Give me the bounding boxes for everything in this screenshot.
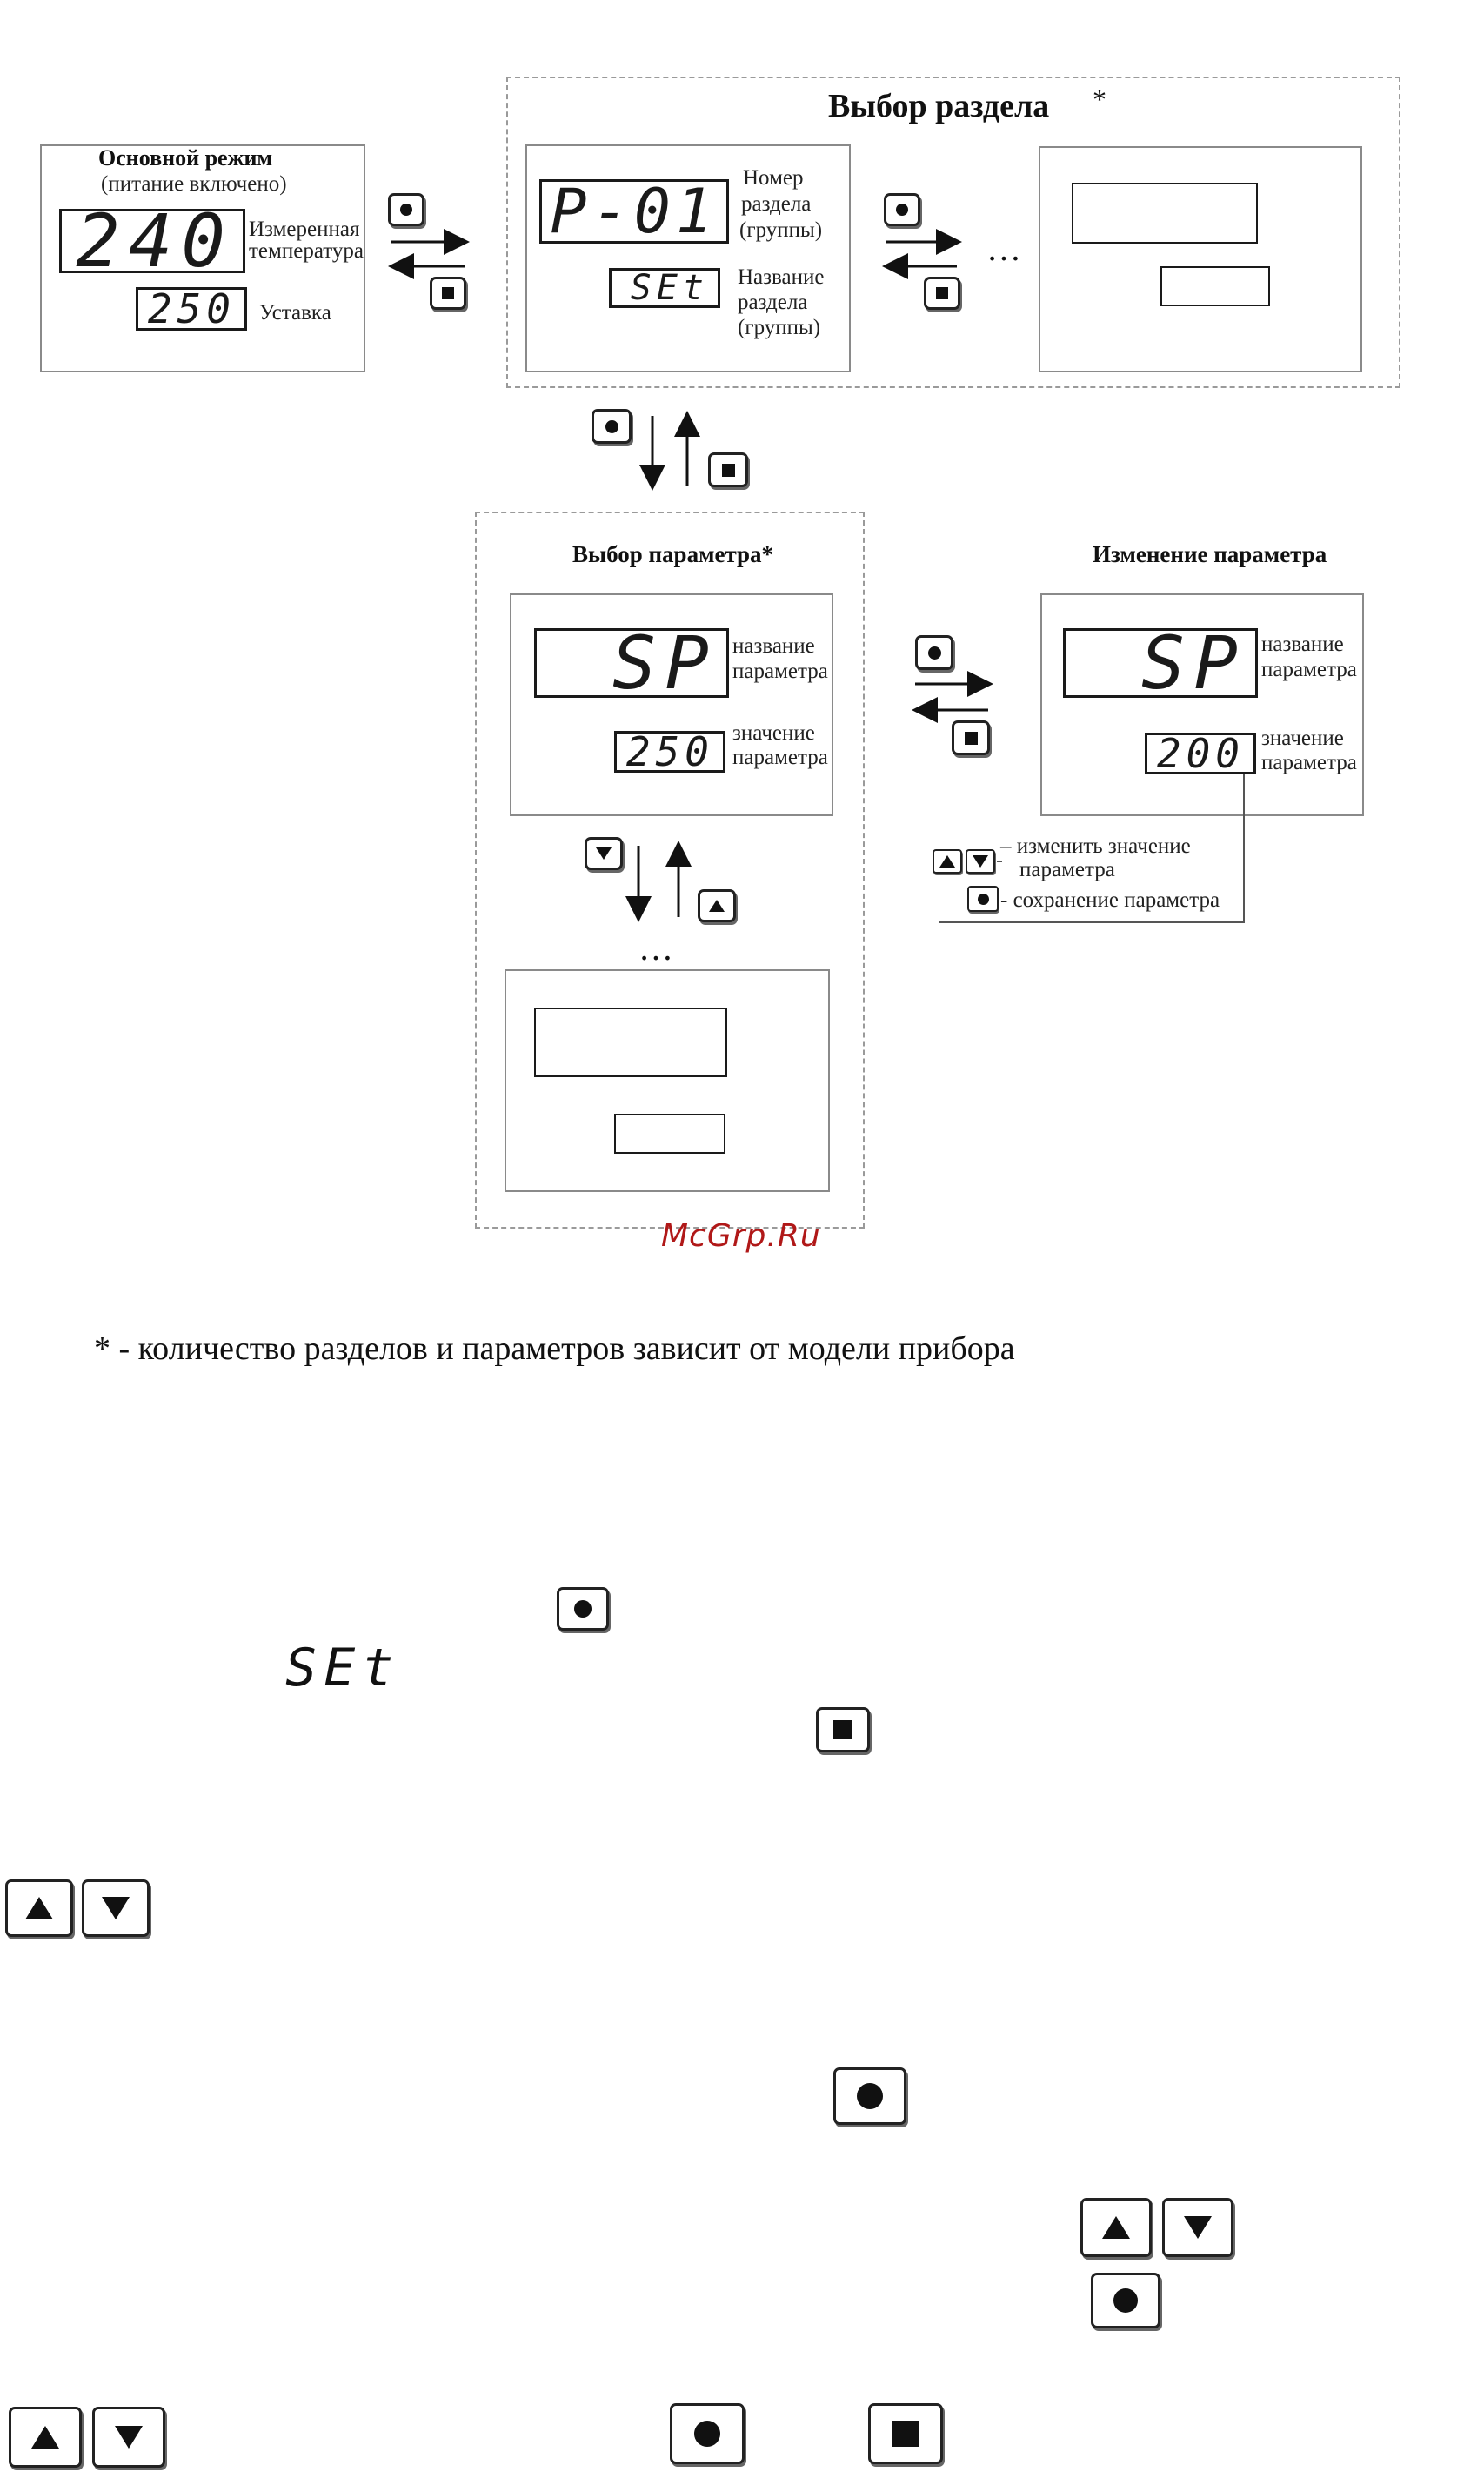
dot-icon — [857, 2083, 883, 2109]
up-triangle-icon — [25, 1897, 53, 1919]
down-triangle-icon — [596, 847, 612, 860]
param-select-title: Выбор параметра* — [572, 541, 774, 567]
enter-key-section-to-param[interactable] — [592, 409, 632, 444]
param-change-value-display: 200 — [1145, 733, 1256, 774]
square-icon — [833, 1720, 852, 1739]
param-value-label-2: параметра — [732, 746, 828, 769]
param-change-name-label-1: название — [1261, 633, 1344, 656]
param-ellipsis: … — [638, 928, 676, 968]
up-key-param-prev[interactable] — [698, 889, 736, 922]
dot-icon — [1113, 2288, 1138, 2313]
section-name-label-3: (группы) — [738, 316, 821, 339]
exit-key-change-to-param[interactable] — [952, 720, 990, 755]
down-key-icon-lower-3[interactable] — [92, 2407, 165, 2468]
enter-key-icon-lower-2[interactable] — [833, 2067, 906, 2125]
down-key-param-next[interactable] — [585, 837, 623, 870]
dot-icon — [400, 204, 412, 216]
exit-key-section-prev[interactable] — [924, 277, 960, 310]
up-key-icon-lower-3[interactable] — [9, 2407, 82, 2468]
exit-key-param-to-section[interactable] — [708, 452, 748, 487]
square-icon — [965, 732, 978, 745]
section-ellipsis: … — [986, 229, 1024, 268]
dot-icon — [605, 420, 618, 433]
enter-key-main-to-section[interactable] — [388, 193, 424, 226]
square-icon — [892, 2421, 919, 2447]
enter-key-icon-lower-3[interactable] — [1091, 2273, 1160, 2328]
enter-key-param-to-change[interactable] — [915, 635, 953, 670]
param-value-display: 250 — [614, 731, 725, 773]
param-change-value-label-2: параметра — [1261, 751, 1357, 774]
setpoint-label: Уставка — [259, 301, 331, 325]
legend-change-label-1: – изменить значение — [1000, 834, 1191, 858]
dot-icon — [694, 2421, 720, 2447]
legend-change-label-2: параметра — [1019, 858, 1115, 881]
enter-key-section-next[interactable] — [884, 193, 920, 226]
footnote: * - количество разделов и параметров зависит от модели прибора — [94, 1330, 1015, 1367]
up-key-icon-lower-2[interactable] — [1080, 2198, 1152, 2257]
up-triangle-icon — [709, 900, 725, 912]
section-number-label-2: раздела — [741, 192, 812, 216]
down-triangle-icon — [102, 1897, 130, 1919]
section-number-display: P-01 — [539, 179, 729, 244]
watermark: McGrp.Ru — [661, 1218, 821, 1254]
param-value-label-1: значение — [732, 721, 815, 745]
exit-key-icon-lower-2[interactable] — [868, 2403, 943, 2464]
param-name-display: SP — [534, 628, 729, 698]
main-mode-subtitle: (питание включено) — [101, 172, 287, 196]
param-change-name-display: SP — [1063, 628, 1258, 698]
section-name-label-1: Название — [738, 265, 825, 289]
param-name-label-1: название — [732, 634, 815, 658]
square-icon — [936, 287, 948, 299]
dot-icon — [896, 204, 908, 216]
set-display-lower: SEt — [285, 1638, 401, 1698]
temperature-label: температура — [249, 239, 364, 263]
section-select-title: Выбор раздела — [828, 88, 1050, 124]
enter-key-icon-lower-4[interactable] — [670, 2403, 745, 2464]
section-name-display: SEt — [609, 268, 720, 308]
exit-key-icon-lower-1[interactable] — [816, 1707, 870, 1752]
setpoint-display: 250 — [136, 287, 247, 331]
section-number-label-1: Номер — [743, 166, 804, 190]
legend-save-label: - сохранение параметра — [1000, 888, 1220, 912]
up-key-icon-lower-1[interactable] — [5, 1879, 73, 1937]
dot-icon — [928, 646, 941, 660]
enter-key-icon-lower-1[interactable] — [557, 1587, 609, 1631]
dot-icon — [574, 1600, 592, 1618]
main-mode-title: Основной режим — [98, 145, 273, 171]
param-name-label-2: параметра — [732, 660, 828, 683]
measured-label: Измеренная — [249, 218, 360, 241]
up-triangle-icon — [1102, 2216, 1130, 2239]
measured-temperature-display: 240 — [59, 209, 245, 273]
down-key-icon-lower-1[interactable] — [82, 1879, 150, 1937]
param-change-value-label-1: значение — [1261, 727, 1344, 750]
exit-key-section-to-main[interactable] — [430, 277, 466, 310]
section-select-star: * — [1093, 84, 1106, 115]
section-name-label-2: раздела — [738, 291, 808, 314]
down-triangle-icon — [115, 2426, 143, 2449]
up-triangle-icon — [31, 2426, 59, 2449]
param-change-title: Изменение параметра — [1093, 541, 1327, 567]
down-triangle-icon — [1184, 2216, 1212, 2239]
section-number-label-3: (группы) — [739, 218, 823, 242]
param-change-name-label-2: параметра — [1261, 658, 1357, 681]
square-icon — [722, 464, 735, 477]
down-key-icon-lower-2[interactable] — [1162, 2198, 1233, 2257]
square-icon — [442, 287, 454, 299]
